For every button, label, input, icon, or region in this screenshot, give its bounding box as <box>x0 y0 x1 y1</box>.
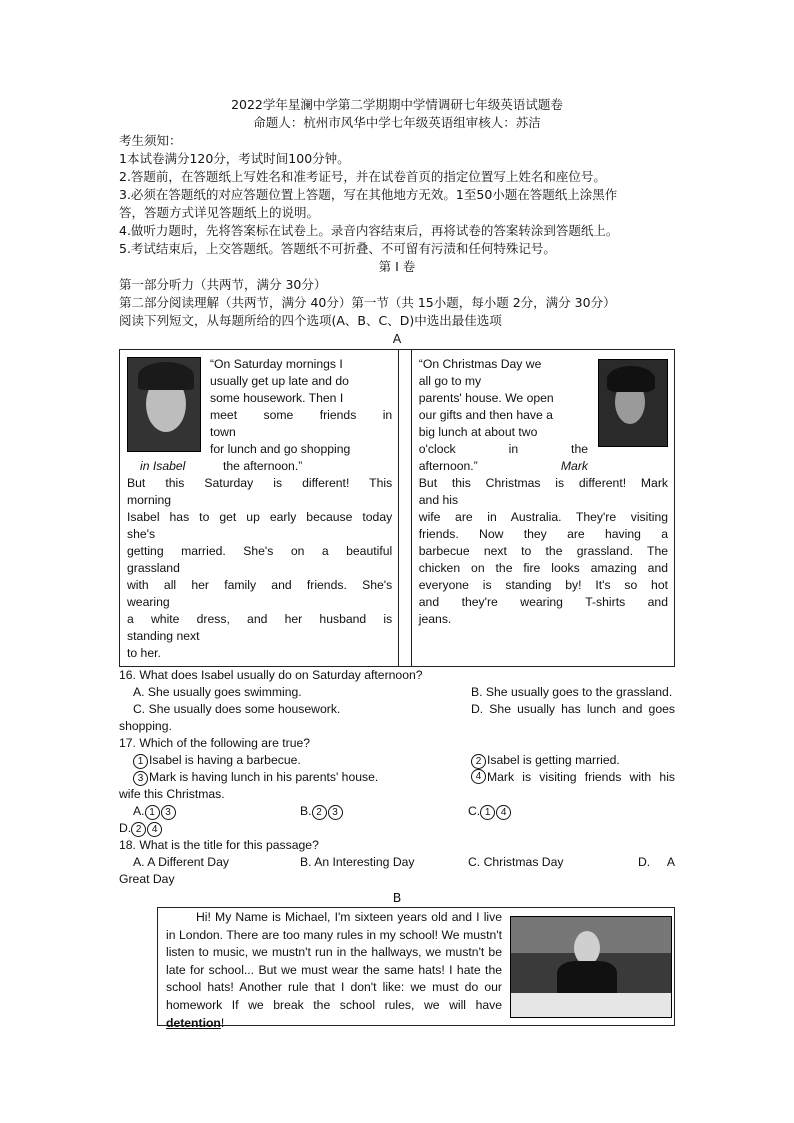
option-d: D. She usually has lunch and goes <box>471 702 675 716</box>
isabel-intro-line: “On Saturday mornings I <box>210 357 343 371</box>
mark-intro-line: parents' house. We open <box>418 391 554 405</box>
isabel-intro-line: town <box>210 425 236 439</box>
option-b: B. <box>300 804 312 818</box>
notice-item: 5.考试结束后，上交答题纸。答题纸不可折叠、不可留有污渍和任何特殊记号。 <box>119 241 556 256</box>
mark-intro-line: all go to my <box>418 374 482 388</box>
statement-2: Isabel is getting married. <box>487 753 620 767</box>
isabel-body-line: a white dress, and her husband is <box>127 612 393 626</box>
isabel-body-line: standing next <box>127 629 200 643</box>
question-stem: 16. What does Isabel usually do on Saturday afternoon? <box>119 668 423 682</box>
option-b: B. She usually goes to the grassland. <box>471 685 673 699</box>
notice-item: 4.做听力题时，先将答案标在试卷上。录音内容结束后，再将试卷的答案转涂到答题纸上。 <box>119 223 619 238</box>
isabel-body-line: wearing <box>127 595 170 609</box>
detention-keyword: detention <box>166 1015 221 1030</box>
isabel-photo <box>127 357 201 452</box>
mark-body <box>419 475 668 628</box>
circled-number: 1 <box>145 805 160 820</box>
isabel-intro-line: for lunch and go shopping <box>210 442 351 456</box>
mark-intro-line: “On Christmas Day we <box>418 357 542 371</box>
option-d: D. <box>119 821 132 835</box>
isabel-intro-line: meet some friends in <box>210 408 393 422</box>
mark-intro-line: our gifts and then have a <box>418 408 553 422</box>
circled-number: 2 <box>131 822 146 837</box>
exam-page <box>119 96 675 1030</box>
notice-section <box>119 132 675 258</box>
question-stem: 18. What is the title for this passage? <box>119 838 319 852</box>
circled-number: 1 <box>133 754 148 769</box>
isabel-body <box>127 475 392 662</box>
notice-item: 3.必须在答题纸的对应答题位置上答题，写在其他地方无效。1至50小题在答题纸上涂黑作 <box>119 187 618 202</box>
statement-3: Mark is having lunch in his parents' house. <box>149 770 379 784</box>
notice-item: 答，答题方式详见答题纸上的说明。 <box>119 205 320 220</box>
mark-body-line: friends. Now they are having a <box>418 527 668 541</box>
statement-4: Mark is visiting friends with his <box>487 770 675 784</box>
statement-4-tail: wife this Christmas. <box>119 787 225 801</box>
option-c: C. Christmas Day <box>468 855 564 869</box>
reading-instruction: 阅读下列短文，从每题所给的四个选项(A、B、C、D)中选出最佳选项 <box>119 313 502 328</box>
isabel-body-line: getting married. She's on a beautiful <box>127 544 393 558</box>
mark-body-line: everyone is standing by! It's so hot <box>418 578 668 592</box>
mark-body-line: and his <box>418 493 459 507</box>
option-d: D. A <box>637 855 675 869</box>
option-a: A. <box>133 804 145 818</box>
question-17 <box>119 735 675 837</box>
mark-body-line: chicken on the fire looks amazing and <box>418 561 668 575</box>
isabel-intro-tail: the afternoon.” <box>223 459 303 473</box>
mark-photo <box>598 359 668 447</box>
passage-a-label: A <box>392 331 402 346</box>
mark-cell <box>411 350 674 667</box>
isabel-body-line: grassland <box>127 561 180 575</box>
circled-number: 4 <box>496 805 511 820</box>
question-stem: 17. Which of the following are true? <box>119 736 311 750</box>
isabel-body-line: Isabel has to get up early because today <box>127 510 393 524</box>
isabel-body-line: But this Saturday is different! This <box>127 476 393 490</box>
option-a: A. A Different Day <box>133 855 229 869</box>
isabel-cell <box>120 350 399 667</box>
isabel-intro-line: usually get up late and do <box>210 374 349 388</box>
passage-b-text <box>166 909 502 1032</box>
circled-number: 3 <box>328 805 343 820</box>
isabel-body-line: she's <box>127 527 156 541</box>
option-c: C. <box>468 804 481 818</box>
mark-body-line: jeans. <box>418 612 452 626</box>
option-c: C. She usually does some housework. <box>133 702 341 716</box>
passage-b-body: Hi! My Name is Michael, I'm sixteen years old and I live in London. There are too many rules in my school! We mustn't listen to music, we mustn't run in the hallways, we mustn't be late for school... But we must wear the same hats! I hate the school hats! Another rule that I don't like: we must do our homework If we break the school rules, we will have <box>166 910 502 1012</box>
mark-body-line: and they're wearing T-shirts and <box>418 595 668 609</box>
option-b: B. An Interesting Day <box>300 855 415 869</box>
passage-a-table <box>119 349 675 667</box>
volume-label: 第 I 卷 <box>378 259 416 274</box>
circled-number: 2 <box>312 805 327 820</box>
isabel-intro-line: some housework. Then I <box>210 391 344 405</box>
isabel-name: in Isabel <box>140 459 186 473</box>
mark-intro-line: o'clock in the <box>418 442 588 456</box>
circled-number: 2 <box>471 754 486 769</box>
isabel-body-line: with all her family and friends. She's <box>127 578 393 592</box>
notice-item: 1本试卷满分120分，考试时间100分钟。 <box>119 151 350 166</box>
notice-item: 2.答题前，在答题纸上写姓名和准考证号，并在试卷首页的指定位置写上姓名和座位号。 <box>119 169 606 184</box>
notice-heading: 考生须知： <box>119 133 182 148</box>
circled-number: 3 <box>161 805 176 820</box>
column-gap <box>399 350 412 667</box>
mark-body-line: wife are in Australia. They're visiting <box>418 510 668 524</box>
passage-b-end: ! <box>220 1015 225 1030</box>
circled-number: 4 <box>471 769 486 784</box>
option-a: A. She usually goes swimming. <box>133 685 302 699</box>
circled-number: 3 <box>133 771 148 786</box>
isabel-body-line: to her. <box>127 646 161 660</box>
circled-number: 4 <box>147 822 162 837</box>
mark-intro-line: big lunch at about two <box>418 425 538 439</box>
question-16 <box>119 667 675 735</box>
mark-intro-end: afternoon.” <box>418 459 478 473</box>
part2-heading: 第二部分阅读理解（共两节，满分 40分）第一节（共 15小题，每小题 2分，满分 30分） <box>119 295 616 310</box>
passage-b-label: B <box>392 890 402 905</box>
mark-name: Mark <box>560 459 588 473</box>
exam-title: 2022学年星澜中学第二学期期中学情调研七年级英语试题卷 <box>231 97 563 112</box>
michael-photo <box>510 916 672 1018</box>
part1-heading: 第一部分听力（共两节，满分 30分） <box>119 277 327 292</box>
passage-b-box <box>157 907 675 1030</box>
circled-number: 1 <box>480 805 495 820</box>
exam-author: 命题人：杭州市风华中学七年级英语组审核人：苏洁 <box>253 115 541 130</box>
option-d-tail: shopping. <box>119 719 172 733</box>
mark-body-line: But this Christmas is different! Mark <box>418 476 668 490</box>
isabel-body-line: morning <box>127 493 172 507</box>
statement-1: Isabel is having a barbecue. <box>149 753 301 767</box>
mark-body-line: barbecue next to the grassland. The <box>418 544 668 558</box>
question-18 <box>119 837 675 888</box>
option-d-tail: Great Day <box>119 872 175 886</box>
